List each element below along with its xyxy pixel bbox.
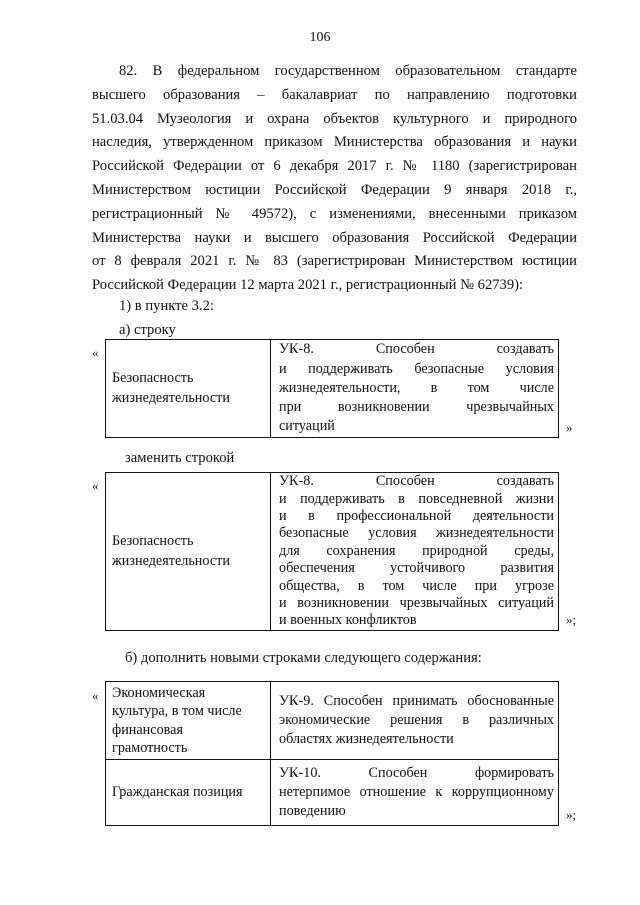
intro-paragraph [92,60,577,298]
text-line: Министерства науки и высшего образования Российской Федерации [92,229,577,246]
table-row [106,682,559,760]
replace-with-label: заменить строкой [125,450,235,466]
text-line: 51.03.04 Музеология и охрана объектов культурного и природного [92,110,577,127]
page-number: 106 [309,30,331,45]
subitem-1: 1) в пункте 3.2: [119,298,214,314]
table-row [106,760,559,826]
competency-category-cell: Экономическая культура, в том числе финансовая грамотность [106,682,271,760]
competency-description-cell: УК-10. Способен формировать нетерпимое отношение к коррупционному поведению [271,760,559,826]
competency-description-cell: УК-8. Способен создавать и поддерживать в повседневной жизни и в профессиональной деятельности безопасные условия жизнедеятельности для сохранения природной среды, обеспечения устойчивого развития общества, в том числе при угрозе и возникновении чрезвычайных ситуаций и военных конфликтов [271,473,559,631]
text-line: наследия, утвержденном приказом Министерства образования и науки [92,134,577,151]
text-line: Министерством юстиции Российской Федерации 9 января 2018 г., [92,181,577,198]
text-line: Российской Федерации от 6 декабря 2017 г. № 1180 (зарегистрирован [92,158,577,175]
quote-close: » [566,420,573,435]
text-line: Российской Федерации 12 марта 2021 г., регистрационный № 62739): [92,277,524,294]
quote-close-semicolon: »; [566,807,577,822]
table-added-rows [105,681,559,826]
competency-category-cell: Безопасность жизнедеятельности [106,473,271,631]
table-old-row [105,339,559,438]
subitem-b: б) дополнить новыми строками следующего содержания: [125,650,482,666]
text-line: от 8 февраля 2021 г. № 83 (зарегистрирован Министерством юстиции [92,253,577,270]
quote-open: « [92,478,99,493]
quote-open: « [92,345,99,360]
subitem-a: а) строку [119,322,176,338]
competency-category-cell: Безопасность жизнедеятельности [106,340,271,438]
table-row [106,473,559,631]
competency-category-cell: Гражданская позиция [106,760,271,826]
text-line: высшего образования – бакалавриат по направлению подготовки [92,86,577,103]
text-line: 82. В федеральном государственном образовательном стандарте [119,63,577,79]
competency-description-cell: УК-8. Способен создавать и поддерживать безопасные условия жизнедеятельности, в том числе при возникновении чрезвычайных ситуаций [271,340,559,438]
competency-description-cell: УК-9. Способен принимать обоснованные экономические решения в различных областях жизнедеятельности [271,682,559,760]
quote-close-semicolon: »; [566,612,577,627]
table-row [106,340,559,438]
text-line: регистрационный № 49572), с изменениями, внесенными приказом [92,205,577,222]
quote-open: « [92,688,99,703]
table-new-row [105,472,559,631]
